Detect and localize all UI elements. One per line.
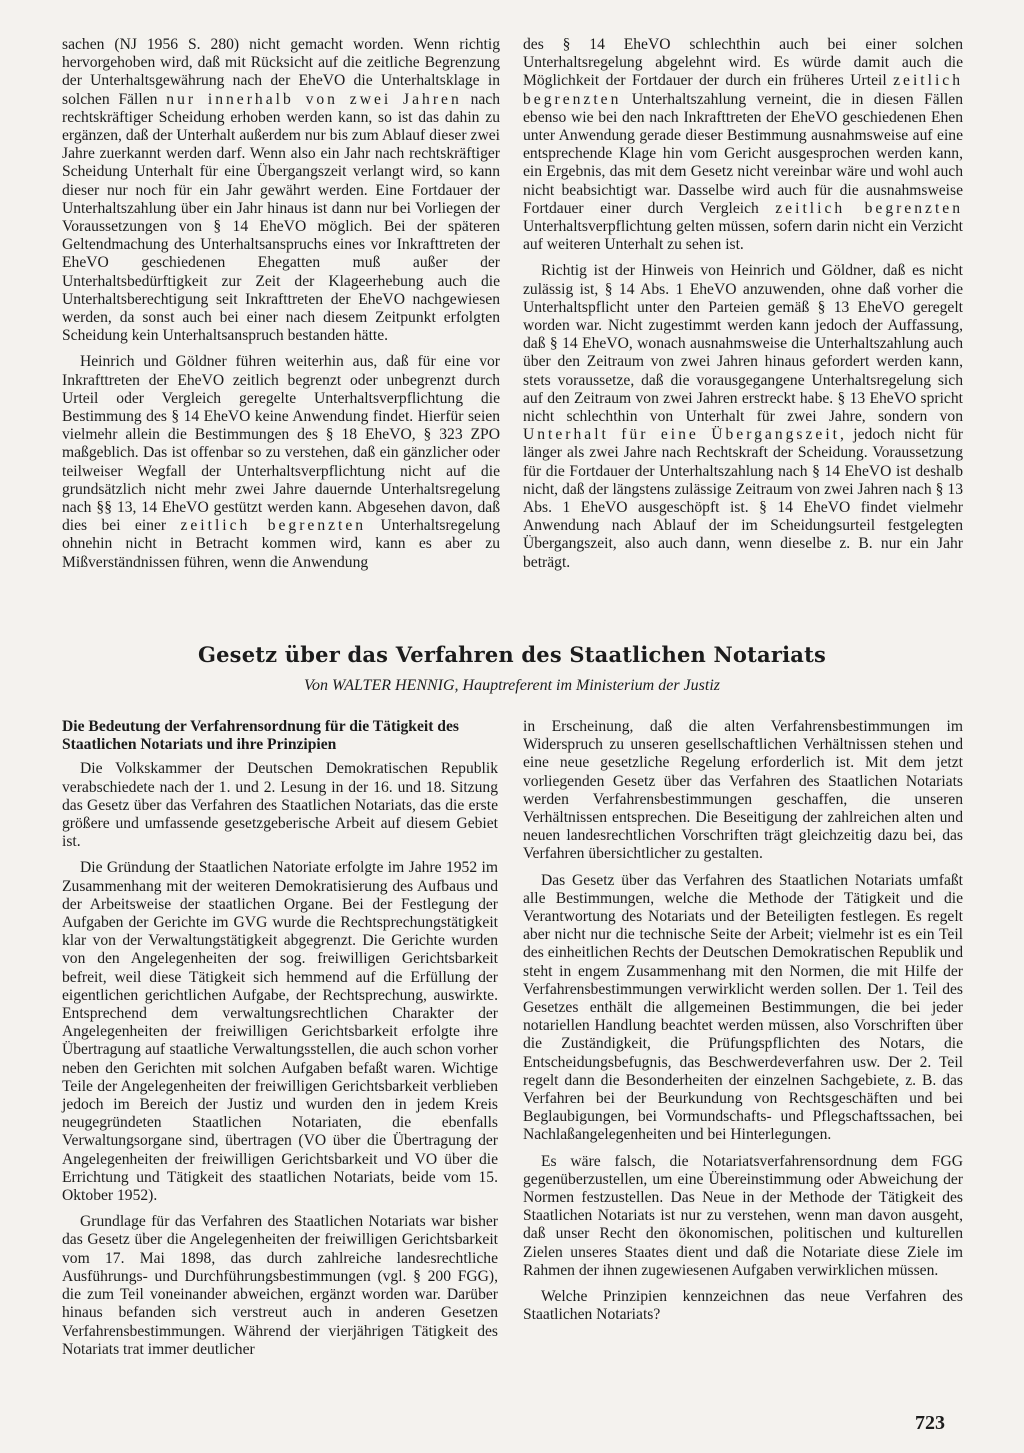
- top-right-column: [523, 36, 963, 580]
- page-number: 723: [915, 1412, 945, 1434]
- paragraph: Die Gründung der Staatlichen Natoriate erfolgte im Jahre 1952 im Zusammenhang mit der weiteren Demokratisierung des Aufbaus und der Arbeitsweise der staatlichen Organe. Bei der Festlegung der Aufgaben der Gerichte im GVG wurde die Rechtsprechungstätigkeit klar von der Verwaltungstätigkeit abgegrenzt. Die Gerichte wurden von den Angelegenheiten der sog. freiwilligen Gerichtsbarkeit befreit, weil diese Tätigkeit sich hemmend auf die Erfüllung der eigentlichen gerichtlichen Aufgabe, der Rechtsprechung, auswirkte. Entsprechend dem verwaltungsrechtlichen Charakter der Angelegenheiten der freiwilligen Gerichtsbarkeit erfolgte ihre Übertragung auf staatliche Verwaltungsstellen, die auch schon vorher neben den Gerichten mit solchen Aufgaben befaßt waren. Wichtige Teile der Angelegenheiten der freiwilligen Gerichtsbarkeit verblieben jedoch im Bereich der Justiz und wurden den in jedem Kreis neugegründeten Staatlichen Notariaten, die ebenfalls Verwaltungsorgane sind, übertragen (VO über die Übertragung der Angelegenheiten der freiwilligen Gerichtsbarkeit und VO über die Errichtung und Tätigkeit des staatlichen Notariats, beide vom 15. Oktober 1952).: [62, 859, 498, 1205]
- bottom-right-column: [523, 718, 963, 1333]
- paragraph: Die Volkskammer der Deutschen Demokratischen Republik verabschiedete nach der 1. und 2. Lesung in der 16. und 18. Sitzung das Gesetz über das Verfahren des Staatlichen Notariats, das die erste größere und umfassende gesetzgeberische Arbeit auf diesem Gebiet ist.: [62, 760, 498, 851]
- top-left-column: [62, 36, 500, 580]
- spaced-emphasis: nur innerhalb von zwei Jahren: [166, 90, 462, 108]
- paragraph: Welche Prinzipien kennzeichnen das neue Verfahren des Staatlichen Notariats?: [523, 1288, 963, 1324]
- article-title: Gesetz über das Verfahren des Staatlichen Notariats: [197, 642, 827, 667]
- paragraph: sachen (NJ 1956 S. 280) nicht gemacht worden. Wenn richtig hervorgehoben wird, daß mit Rücksicht auf die zeitliche Begrenzung der Unterhaltsgewährung nach der EheVO die Unterhaltsklage in solchen Fällen nur innerhalb von zwei Jahren nach rechtskräftiger Scheidung erhoben werden kann, so ist das dahin zu ergänzen, daß der Unterhalt außerdem nur bis zum Ablauf dieser zwei Jahre zuerkannt werden darf. Wenn also ein Jahr nach rechtskräftiger Scheidung Unterhalt für eine Übergangszeit verlangt wird, so kann dieser nur noch für ein Jahr gewährt werden. Eine Fortdauer der Unterhaltszahlung über ein Jahr hinaus ist dann nur bei Vorliegen der Voraussetzungen von § 14 EheVO möglich. Bei der späteren Geltendmachung des Unterhaltsanspruchs eines vor Inkrafttreten der EheVO geschiedenen Ehegatten muß außer der Unterhaltsbedürftigkeit zur Zeit der Klageerhebung auch die Unterhaltsberechtigung seit Inkrafttreten der EheVO nachgewiesen werden, da sonst auch bei einer nach diesem Zeitpunkt erfolgten Scheidung kein Unterhaltsanspruch bestanden hätte.: [62, 36, 501, 345]
- paragraph: Heinrich und Göldner führen weiterhin aus, daß für eine vor Inkrafttreten der EheVO zeitlich begrenzt oder unbegrenzt durch Urteil oder Vergleich geregelte Unterhaltsverpflichtung die Bestimmung des § 14 EheVO keine Anwendung findet. Hierfür seien vielmehr allein die Bestimmungen des § 18 EheVO, § 323 ZPO maßgeblich. Das ist offenbar so zu verstehen, daß ein gänzlicher oder teilweiser Wegfall der Unterhaltsverpflichtung nicht auf die grundsätzlich nicht mehr zwei Jahre dauernde Unterhaltsregelung nach §§ 13, 14 EheVO gestützt werden kann. Abgesehen davon, daß dies bei einer zeitlich begrenzten Unterhaltsregelung ohnehin nicht in Betracht kommen wird, kann es aber zu Mißverständnissen führen, wenn die Anwendung: [62, 353, 500, 571]
- section-subheading: Die Bedeutung der Verfahrensordnung für die Tätigkeit des Staatlichen Notariats und ihre Prinzipien: [62, 718, 459, 754]
- paragraph: Das Gesetz über das Verfahren des Staatlichen Notariats umfaßt alle Bestimmungen, welche die Methode der Tätigkeit und die Verantwortung des Notariats und der Beteiligten festlegen. Es regelt aber nicht nur die technische Seite der Arbeit; vielmehr ist es ein Teil des einheitlichen Rechts der Deutschen Demokratischen Republik und steht in engem Zusammenhang mit den Normen, die mit Hilfe der Verfahrensbestimmungen verwirklicht werden sollen. Der 1. Teil des Gesetzes enthält die allgemeinen Bestimmungen, die bei jeder notariellen Handlung beachtet werden müssen, also Vorschriften über die Zuständigkeit, die Prüfungspflichten des Notars, die Entscheidungsbefugnis, das Beschwerdeverfahren usw. Der 2. Teil regelt dann die Besonderheiten der einzelnen Sachgebiete, z. B. das Verfahren bei der Beurkundung von Rechtsgeschäften und bei Beglaubigungen, bei Vormundschafts- und Pflegschaftssachen, bei Nachlaßangelegenheiten und bei Hinterlegungen.: [523, 871, 963, 1144]
- spaced-emphasis: zeitlich begrenzten: [775, 199, 963, 217]
- spaced-emphasis: Unterhalt für eine Übergangszeit: [523, 426, 840, 444]
- spaced-emphasis: zeitlich begrenzten: [523, 72, 963, 108]
- paragraph: in Erscheinung, daß die alten Verfahrensbestimmungen im Widerspruch zu unseren gesellschaftlichen Verhältnissen stehen und eine neue gesetzliche Regelung erforderlich ist. Mit dem jetzt vorliegenden Gesetz über das Verfahren des Staatlichen Notariats werden Verfahrensbestimmungen geschaffen, die unseren Verhältnissen entsprechen. Die Beseitigung der zahlreichen alten und neuen landesrechtlichen Vorschriften trägt gleichzeitig dazu bei, das Verfahren übersichtlicher zu gestalten.: [523, 718, 963, 863]
- spaced-emphasis: zeitlich begrenzten: [180, 517, 367, 535]
- paragraph: Es wäre falsch, die Notariatsverfahrensordnung dem FGG gegenüberzustellen, um eine Übereinstimmung oder Abweichung der Normen festzustellen. Das Neue in der Methode der Tätigkeit des Staatlichen Notariats ist nur zu verstehen, wenn man davon ausgeht, daß unser Recht den ökonomischen, politischen und kulturellen Zielen unseres Staates dient und daß die Notariate diese Ziele im Rahmen der ihnen zugewiesenen Aufgaben verwirklichen müssen.: [523, 1152, 963, 1279]
- paragraph: Richtig ist der Hinweis von Heinrich und Göldner, daß es nicht zulässig ist, § 14 Abs. 1 EheVO anzuwenden, ohne daß vorher die Unterhaltspflicht unter den Parteien gemäß § 13 EheVO geregelt worden war. Nicht zugestimmt werden kann jedoch der Auffassung, daß § 14 EheVO, wonach ausnahmsweise die Unterhaltszahlung auch über den Zeitraum von zwei Jahren hinaus gefordert werden kann, stets voraussetze, daß die vorausgegangene Unterhaltsregelung sich auf den Zeitraum von zwei Jahren erstreckt habe. § 13 EheVO spricht nicht schlechthin von Unterhalt für zwei Jahre, sondern von Unterhalt für eine Übergangszeit, jedoch nicht für länger als zwei Jahre nach Rechtskraft der Scheidung. Voraussetzung für die Fortdauer der Unterhaltszahlung nach § 14 EheVO ist deshalb nicht, daß der längstens zulässige Zeitraum von zwei Jahren nach § 13 Abs. 1 EheVO ausgeschöpft ist. § 14 EheVO findet vielmehr Anwendung nach Ablauf der im Scheidungsurteil festgelegten Übergangszeit, also auch dann, wenn dieselbe z. B. nur ein Jahr beträgt.: [523, 262, 963, 571]
- article-byline: Von WALTER HENNIG, Hauptreferent im Ministerium der Justiz: [303, 677, 720, 694]
- bottom-left-column: [62, 718, 498, 1367]
- paragraph: des § 14 EheVO schlechthin auch bei einer solchen Unterhaltsregelung abgelehnt wird. Es würde damit auch die Möglichkeit der Fortdauer der durch ein früheres Urteil zeitlich begrenzten Unterhaltszahlung verneint, die in diesen Fällen ebenso wie bei den nach Inkrafttreten der EheVO geschiedenen Ehen unter Anwendung gerade dieser Bestimmung ausnahmsweise auf eine entsprechende Klage hin vom Gericht ausgesprochen werden kann, ein Ergebnis, das mit dem Gesetz nicht vereinbar wäre und wohl auch nicht beabsichtigt war. Dasselbe wird auch für die ausnahmsweise Fortdauer einer durch Vergleich zeitlich begrenzten Unterhaltsverpflichtung gelten müssen, sofern darin nicht ein Verzicht auf weiteren Unterhalt zu sehen ist.: [523, 36, 963, 254]
- paragraph: Grundlage für das Verfahren des Staatlichen Notariats war bisher das Gesetz über die Angelegenheiten der freiwilligen Gerichtsbarkeit vom 17. Mai 1898, das durch zahlreiche landesrechtliche Ausführungs- und Durchführungsbestimmungen (vgl. § 200 FGG), die zum Teil voneinander abweichen, ergänzt worden war. Darüber hinaus befanden sich verstreut auch in anderen Gesetzen Verfahrensbestimmungen. Während der vierjährigen Tätigkeit des Notariats trat immer deutlicher: [62, 1213, 498, 1358]
